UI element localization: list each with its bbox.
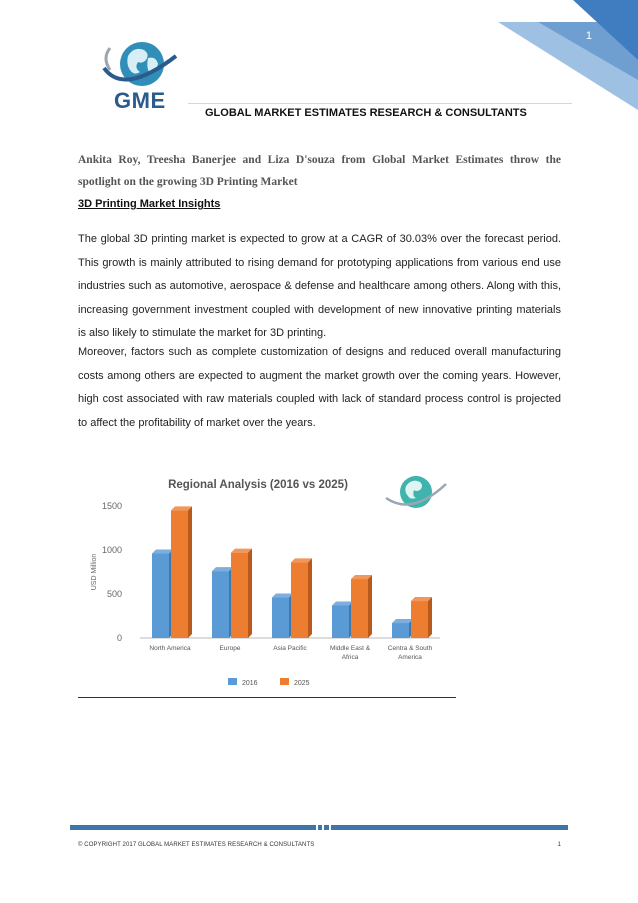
section-heading: 3D Printing Market Insights — [78, 198, 221, 210]
y-tick-label: 500 — [106, 589, 122, 599]
bar-side-2025-1 — [248, 549, 252, 638]
logo-text: GME — [114, 88, 166, 113]
bar-2025-0 — [171, 510, 188, 638]
bar-2016-0 — [152, 554, 169, 638]
paragraph-1: The global 3D printing market is expected to grow at a CAGR of 30.03% over the forecast period. This growth is mainly attributed to rising demand for prototyping applications from various end use industries such as automotive, aerospace & defense and healthcare among others. Along with this, increasing government investment coupled with development of new innovative printing materials is also likely to stimulate the market for 3D printing. — [78, 233, 561, 339]
bar-2025-1 — [231, 553, 248, 638]
x-tick-label: Centra & South — [387, 645, 433, 652]
footer-bar — [70, 825, 568, 830]
chart-divider — [78, 697, 456, 698]
bar-side-2025-0 — [188, 506, 192, 638]
footer-page-number: 1 — [557, 842, 561, 848]
x-tick-label: Middle East & — [329, 645, 371, 652]
bar-2016-2 — [272, 598, 289, 638]
x-tick-label: Asia Pacific — [273, 645, 307, 652]
bar-2025-4 — [411, 601, 428, 638]
bar-2025-2 — [291, 562, 308, 638]
chart-title: Regional Analysis (2016 vs 2025) — [168, 479, 348, 491]
x-tick-label: Europe — [219, 645, 241, 652]
bar-side-2025-2 — [308, 558, 312, 638]
byline: Ankita Roy, Treesha Banerjee and Liza D'souza from Global Market Estimates throw the spotlight on the growing 3D Printing Market — [78, 154, 561, 188]
paragraph-2: Moreover, factors such as complete customization of designs and reduced overall manufacturing costs among others are expected to augment the market growth over the coming years. However, high cost associated with raw materials coupled with lack of standard process control is projected to affect the profitability of market over the years. — [78, 346, 561, 429]
legend-label-2025: 2025 — [294, 680, 310, 687]
x-tick-label: North America — [149, 645, 191, 652]
header-divider — [188, 103, 572, 104]
y-tick-label: 1500 — [101, 501, 122, 511]
x-tick-label: Africa — [341, 654, 359, 661]
bar-2025-3 — [351, 579, 368, 638]
page-number-top: 1 — [585, 30, 592, 42]
footer-copyright: © COPYRIGHT 2017 GLOBAL MARKET ESTIMATES RESEARCH & CONSULTANTS — [78, 842, 315, 848]
y-tick-label: 1000 — [101, 545, 122, 555]
x-tick-label: America — [398, 654, 422, 661]
globe-watermark-icon — [380, 468, 452, 516]
bar-2016-3 — [332, 605, 349, 638]
y-axis-label: USD Million — [91, 553, 98, 591]
legend-label-2016: 2016 — [242, 680, 258, 687]
bar-side-2025-4 — [428, 597, 432, 638]
bar-2016-1 — [212, 571, 229, 638]
bar-2016-4 — [392, 623, 409, 638]
y-tick-label: 0 — [116, 633, 122, 643]
corner-decoration — [478, 0, 638, 110]
bar-side-2025-3 — [368, 575, 372, 638]
legend-swatch-2016 — [228, 678, 237, 685]
legend-swatch-2025 — [280, 678, 289, 685]
header-title: GLOBAL MARKET ESTIMATES RESEARCH & CONSULTANTS — [205, 107, 527, 119]
